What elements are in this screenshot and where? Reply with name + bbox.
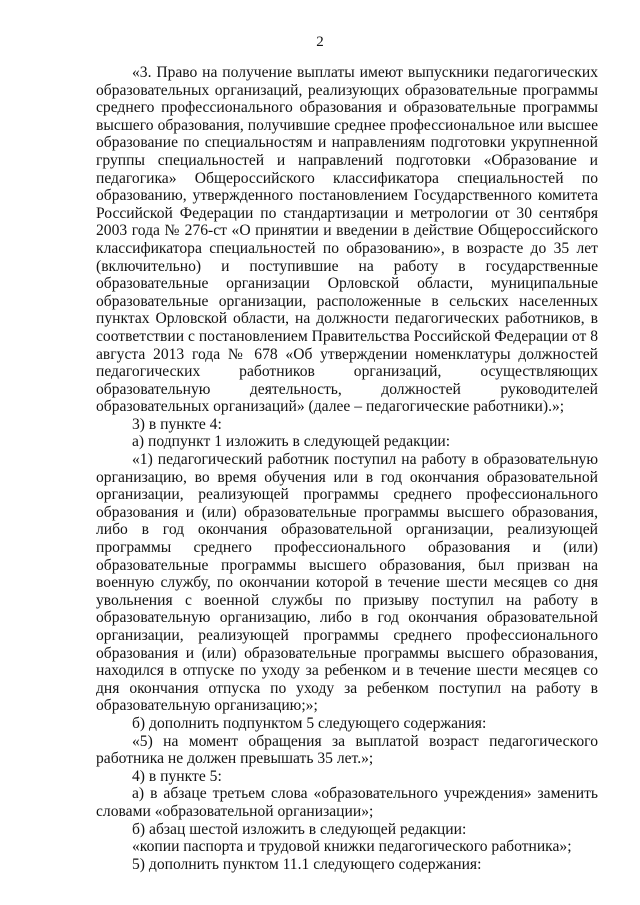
paragraph-subpoint-5-text: «5) на момент обращения за выплатой возраст педагогического работника не должен превышать 35 лет.»; — [96, 732, 598, 768]
paragraph-item-3: «3. Право на получение выплаты имеют выпускники педагогических образовательных организаций, реализующих образовательные программы среднего профессионального образования и образовательные программы высшего образования, получившие среднее профессиональное или высшее образование по специальностям и направлениям подготовки укрупненной группы специальностей и направлений подготовки «Образование и педагогика» Общероссийского классификатора специальностей по образованию, утвержденного постановлением Государственного комитета Российской Федерации по стандартизации и метрологии от 30 сентября 2003 года № 276-ст «О принятии и введении в действие Общероссийского классификатора специальностей по образованию», в возрасте до 35 лет (включительно) и поступившие на работу в государственные образовательные организации Орловской области, муниципальные образовательные организации, расположенные в сельских населенных пунктах Орловской области, на должности педагогических работников, в соответствии с постановлением Правительства Российской Федерации от 8 августа 2013 года № 678 «Об утверждении номенклатуры должностей педагогических работников организаций, осуществляющих образовательную деятельность, должностей руководителей образовательных организаций» (далее – педагогические работники).»; — [96, 64, 599, 416]
paragraph-point-3-clause-4: 3) в пункте 4: — [132, 415, 222, 433]
paragraph-subpoint-1-text: «1) педагогический работник поступил на работу в образовательную организацию, во время обучения или в год окончания образовательной организации, реализующей программы среднего профессионального образования и (или) образовательные программы высшего образования, либо в год окончания образовательной организации, реализующей программы среднего профессионального образования и (или) образовательные программы высшего образования, был призван на военную службу, по окончании которой в течение шести месяцев со дня увольнения с военной службы по призыву поступил на работу в образовательную организацию, либо в год окончания образовательной организации, реализующей программы среднего профессионального образования и (или) образовательные программы высшего образования, находился в отпуске по уходу за ребенком и в течение шести месяцев со дня окончания отпуска по уходу за ребенком поступил на работу в образовательную организацию;»; — [96, 451, 598, 715]
paragraph-subitem-b: б) дополнить подпунктом 5 следующего содержания: — [132, 714, 487, 732]
document-body — [96, 64, 598, 873]
paragraph-subitem-b-clause-5: б) абзац шестой изложить в следующей редакции: — [132, 820, 467, 838]
paragraph-point-4-clause-5: 4) в пункте 5: — [132, 767, 222, 785]
paragraph-point-5: 5) дополнить пунктом 11.1 следующего содержания: — [132, 855, 482, 873]
page-number: 2 — [316, 34, 324, 50]
paragraph-subitem-a: а) подпункт 1 изложить в следующей редакции: — [132, 433, 451, 451]
paragraph-passport-copy: «копии паспорта и трудовой книжки педагогического работника»; — [132, 838, 572, 856]
paragraph-subitem-a-clause-5: а) в абзаце третьем слова «образовательного учреждения» заменить словами «образовательной организации»; — [96, 785, 598, 820]
